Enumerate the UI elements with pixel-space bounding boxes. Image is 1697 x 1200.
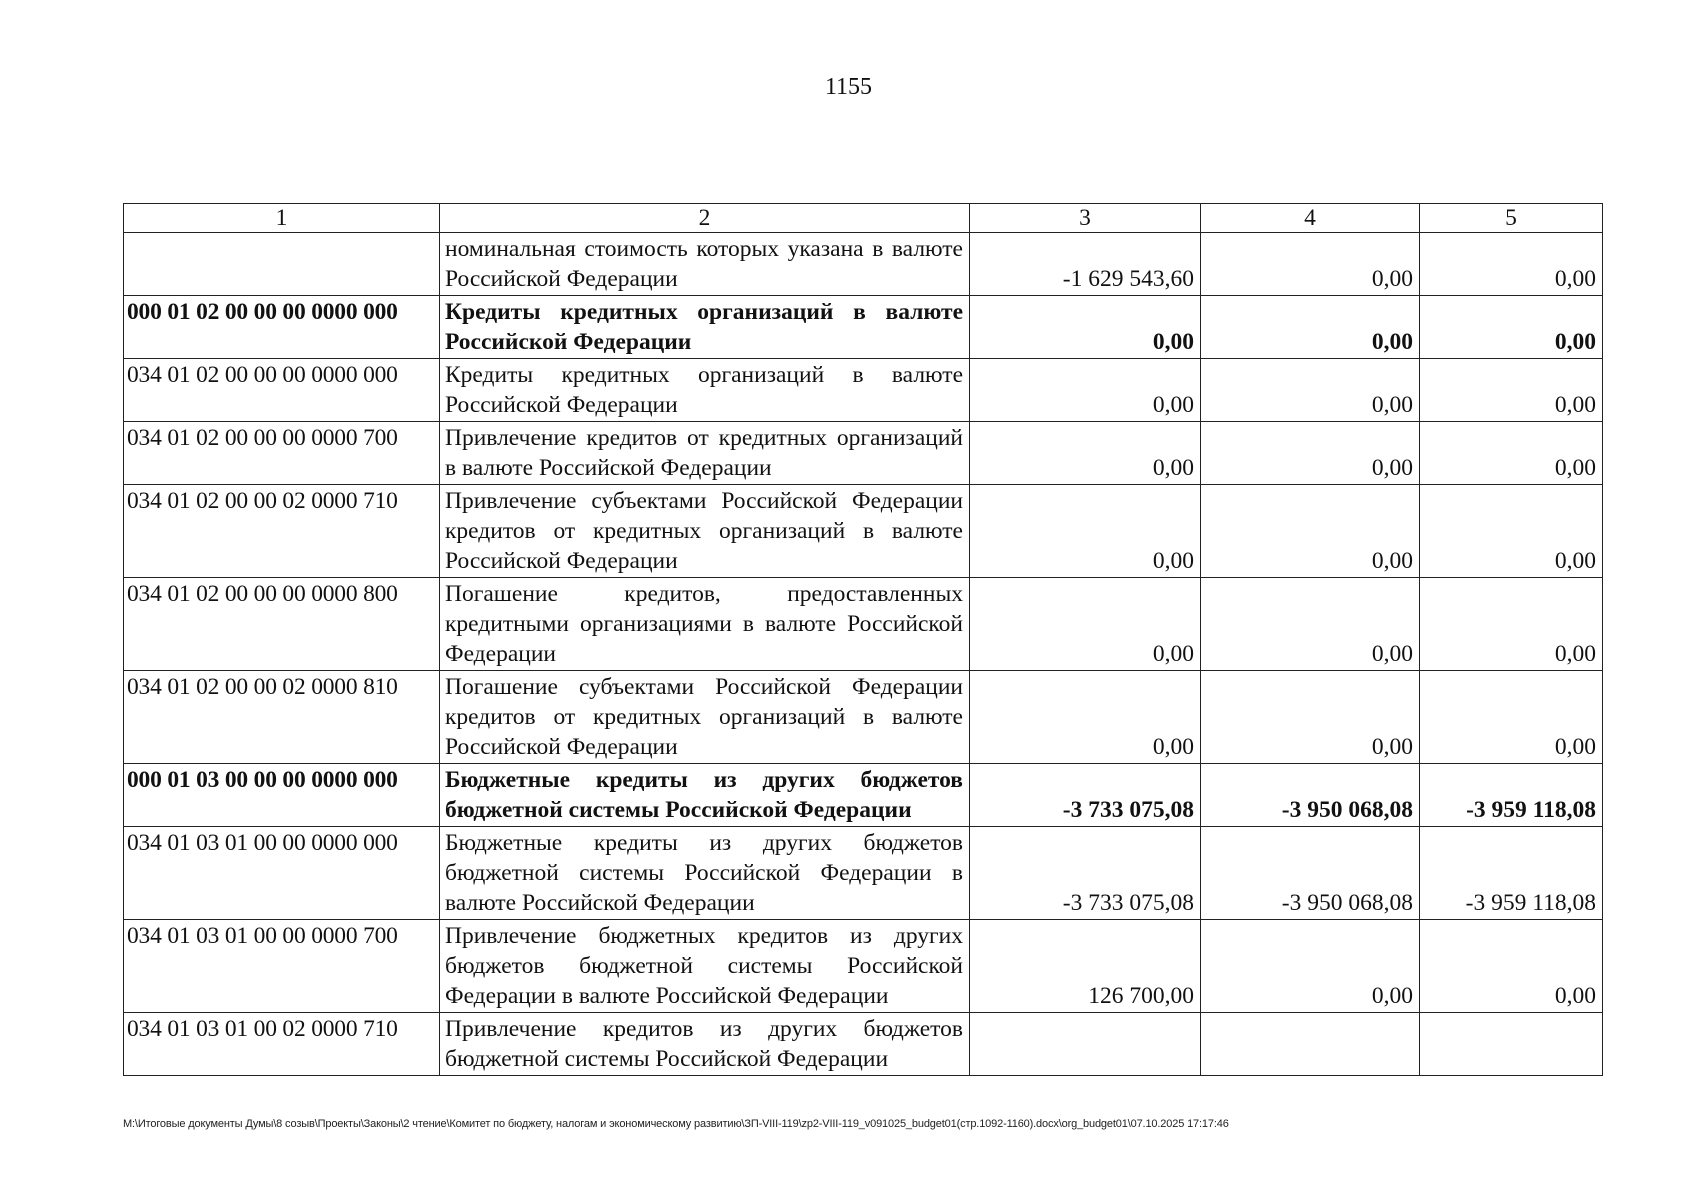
table-row [124,233,1603,296]
value-col3-cell: -3 733 075,08 [970,764,1201,827]
value-col3-cell [970,1013,1201,1076]
code-cell: 034 01 03 01 00 00 0000 000 [124,827,440,920]
column-header-4: 4 [1201,204,1420,233]
code-cell: 034 01 03 01 00 02 0000 710 [124,1013,440,1076]
value-col3-cell: 126 700,00 [970,920,1201,1013]
value-col5-cell: 0,00 [1420,233,1603,296]
table-row [124,485,1603,578]
code-cell: 034 01 03 01 00 00 0000 700 [124,920,440,1013]
column-header-2: 2 [440,204,970,233]
value-col5-cell: -3 959 118,08 [1420,827,1603,920]
code-cell [124,233,440,296]
value-col4-cell: -3 950 068,08 [1201,827,1420,920]
name-cell: Погашение кредитов, предоставленных кредитными организациями в валюте Российской Федерации [440,578,970,671]
code-cell: 034 01 02 00 00 00 0000 700 [124,422,440,485]
value-col5-cell: 0,00 [1420,296,1603,359]
value-col4-cell: 0,00 [1201,233,1420,296]
value-col3-cell: 0,00 [970,578,1201,671]
value-col4-cell: 0,00 [1201,671,1420,764]
code-cell: 000 01 02 00 00 00 0000 000 [124,296,440,359]
value-col5-cell: 0,00 [1420,671,1603,764]
table-row [124,578,1603,671]
value-col4-cell [1201,1013,1420,1076]
value-col5-cell: -3 959 118,08 [1420,764,1603,827]
value-col5-cell: 0,00 [1420,422,1603,485]
page-number: 1155 [824,74,873,100]
name-cell: Кредиты кредитных организаций в валюте Российской Федерации [440,296,970,359]
code-cell: 034 01 02 00 00 00 0000 800 [124,578,440,671]
value-col4-cell: 0,00 [1201,422,1420,485]
value-col3-cell: 0,00 [970,671,1201,764]
name-cell: Бюджетные кредиты из других бюджетов бюджетной системы Российской Федерации в валюте Российской Федерации [440,827,970,920]
table-row [124,422,1603,485]
table-row [124,1013,1603,1076]
table-header-row [124,204,1603,233]
name-cell: Бюджетные кредиты из других бюджетов бюджетной системы Российской Федерации [440,764,970,827]
value-col3-cell: -1 629 543,60 [970,233,1201,296]
value-col5-cell: 0,00 [1420,485,1603,578]
name-cell: Привлечение кредитов из других бюджетов бюджетной системы Российской Федерации [440,1013,970,1076]
value-col3-cell: 0,00 [970,359,1201,422]
name-cell: Привлечение бюджетных кредитов из других бюджетов бюджетной системы Российской Федерации в валюте Российской Федерации [440,920,970,1013]
column-header-1: 1 [124,204,440,233]
value-col4-cell: 0,00 [1201,578,1420,671]
code-cell: 000 01 03 00 00 00 0000 000 [124,764,440,827]
file-path-footer: M:\Итоговые документы Думы\8 созыв\Проекты\Законы\2 чтение\Комитет по бюджету, налогам и экономическому развитию\ЗП-VIII-119\zp2-VIII-119_v091025_budget01(стр.1092-1160).docx\org_budget01\07.10.2025 17:17:46 [123,1118,1229,1130]
value-col3-cell: 0,00 [970,485,1201,578]
code-cell: 034 01 02 00 00 02 0000 810 [124,671,440,764]
name-cell: номинальная стоимость которых указана в валюте Российской Федерации [440,233,970,296]
value-col3-cell: 0,00 [970,422,1201,485]
value-col5-cell: 0,00 [1420,920,1603,1013]
code-cell: 034 01 02 00 00 02 0000 710 [124,485,440,578]
table-row [124,359,1603,422]
column-header-3: 3 [970,204,1201,233]
value-col5-cell: 0,00 [1420,359,1603,422]
value-col3-cell: 0,00 [970,296,1201,359]
table-body [124,204,1603,1076]
value-col3-cell: -3 733 075,08 [970,827,1201,920]
table-row [124,827,1603,920]
value-col4-cell: 0,00 [1201,920,1420,1013]
value-col4-cell: 0,00 [1201,359,1420,422]
table-row [124,764,1603,827]
code-cell: 034 01 02 00 00 00 0000 000 [124,359,440,422]
column-header-5: 5 [1420,204,1603,233]
name-cell: Привлечение субъектами Российской Федерации кредитов от кредитных организаций в валюте Российской Федерации [440,485,970,578]
value-col5-cell: 0,00 [1420,578,1603,671]
table-row [124,296,1603,359]
value-col4-cell: -3 950 068,08 [1201,764,1420,827]
value-col4-cell: 0,00 [1201,296,1420,359]
name-cell: Кредиты кредитных организаций в валюте Российской Федерации [440,359,970,422]
name-cell: Привлечение кредитов от кредитных организаций в валюте Российской Федерации [440,422,970,485]
value-col5-cell [1420,1013,1603,1076]
name-cell: Погашение субъектами Российской Федерации кредитов от кредитных организаций в валюте Российской Федерации [440,671,970,764]
table-row [124,671,1603,764]
budget-sources-table [123,203,1603,1076]
table-row [124,920,1603,1013]
value-col4-cell: 0,00 [1201,485,1420,578]
